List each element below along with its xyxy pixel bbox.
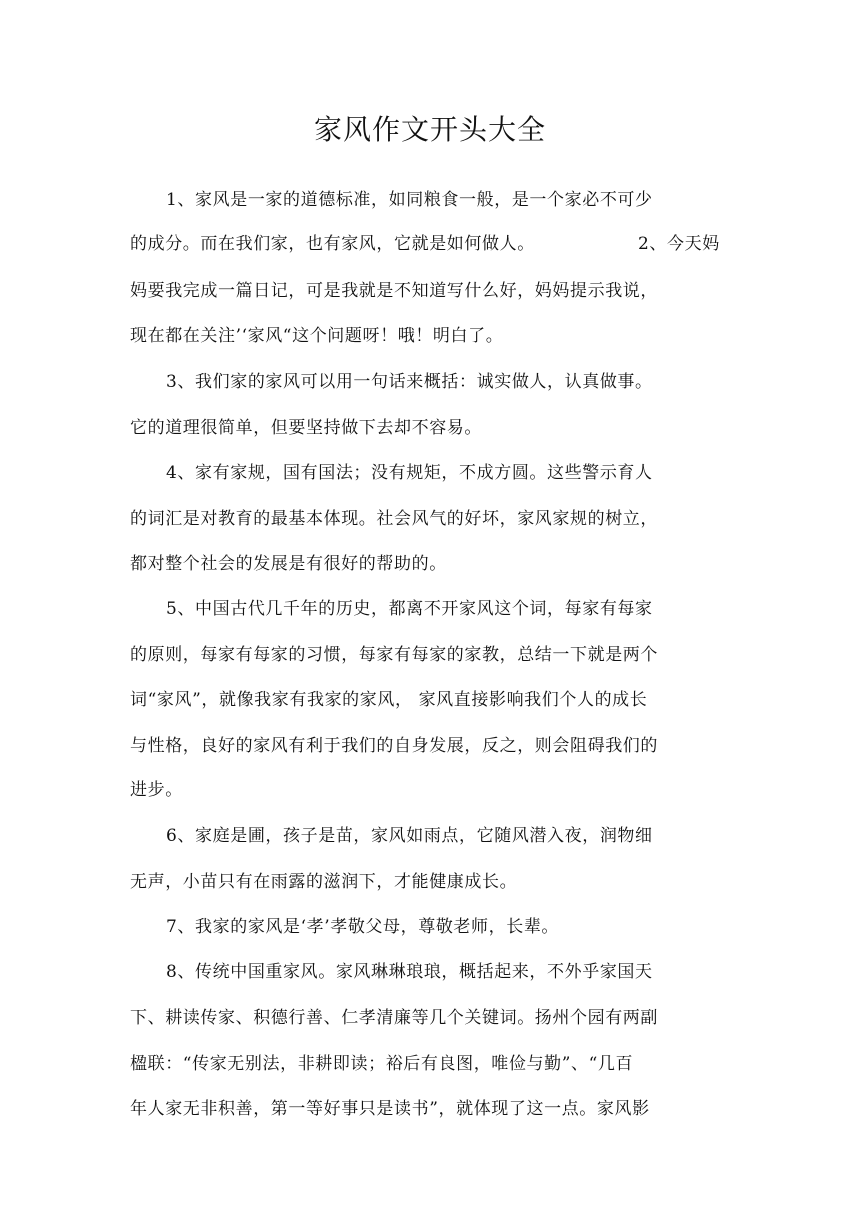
paragraph-5-line-1: 5、中国古代几千年的历史，都离不开家风这个词，每家有每家 <box>166 599 653 619</box>
paragraph-2-start: 2、今天妈 <box>638 234 720 254</box>
paragraph-5-line-2: 的原则，每家有每家的习惯，每家有每家的家教，总结一下就是两个 <box>130 645 658 665</box>
paragraph-8-line-1: 8、传统中国重家风。家风琳琳琅琅，概括起来，不外乎家国天 <box>166 962 653 982</box>
paragraph-7-line-1: 7、我家的家风是‘孝’孝敬父母，尊敬老师，长辈。 <box>166 917 560 937</box>
paragraph-4-line-2: 的词汇是对教育的最基本体现。社会风气的好坏，家风家规的树立， <box>130 509 658 529</box>
paragraph-4-line-1: 4、家有家规，国有国法；没有规矩，不成方圆。这些警示育人 <box>166 463 653 483</box>
document-title: 家风作文开头大全 <box>313 113 546 146</box>
paragraph-8-line-2: 下、耕读传家、积德行善、仁孝清廉等几个关键词。扬州个园有两副 <box>130 1008 658 1028</box>
paragraph-3-line-2: 它的道理很简单，但要坚持做下去却不容易。 <box>130 418 482 438</box>
paragraph-6-line-1: 6、家庭是圃，孩子是苗，家风如雨点，它随风潜入夜，润物细 <box>166 826 653 846</box>
paragraph-5-line-4: 与性格，良好的家风有利于我们的自身发展，反之，则会阻碍我们的 <box>130 736 658 756</box>
paragraph-3-line-1: 3、我们家的家风可以用一句话来概括：诚实做人，认真做事。 <box>166 372 653 392</box>
paragraph-5-line-5: 进步。 <box>130 780 183 800</box>
paragraph-1-line-2 <box>130 232 720 256</box>
paragraph-4-line-3: 都对整个社会的发展是有很好的帮助的。 <box>130 554 447 574</box>
paragraph-8-line-4: 年人家无非积善，第一等好事只是读书”，就体现了这一点。家风影 <box>130 1099 650 1119</box>
paragraph-2-line-2: 妈要我完成一篇日记，可是我就是不知道写什么好，妈妈提示我说， <box>130 281 658 301</box>
paragraph-2-line-3: 现在都在关注’‘家风“这个问题呀！哦！明白了。 <box>130 326 504 346</box>
paragraph-6-line-2: 无声，小苗只有在雨露的滋润下，才能健康成长。 <box>130 872 518 892</box>
paragraph-1-line-1: 1、家风是一家的道德标准，如同粮食一般，是一个家必不可少 <box>166 190 653 210</box>
paragraph-5-line-3: 词“家风”，就像我家有我家的家风， 家风直接影响我们个人的成长 <box>130 690 648 710</box>
paragraph-8-line-3: 楹联：“传家无别法，非耕即读；裕后有良图，唯俭与勤”、“几百 <box>130 1054 634 1074</box>
paragraph-1-line-2-text: 的成分。而在我们家，也有家风，它就是如何做人。 <box>130 234 535 254</box>
